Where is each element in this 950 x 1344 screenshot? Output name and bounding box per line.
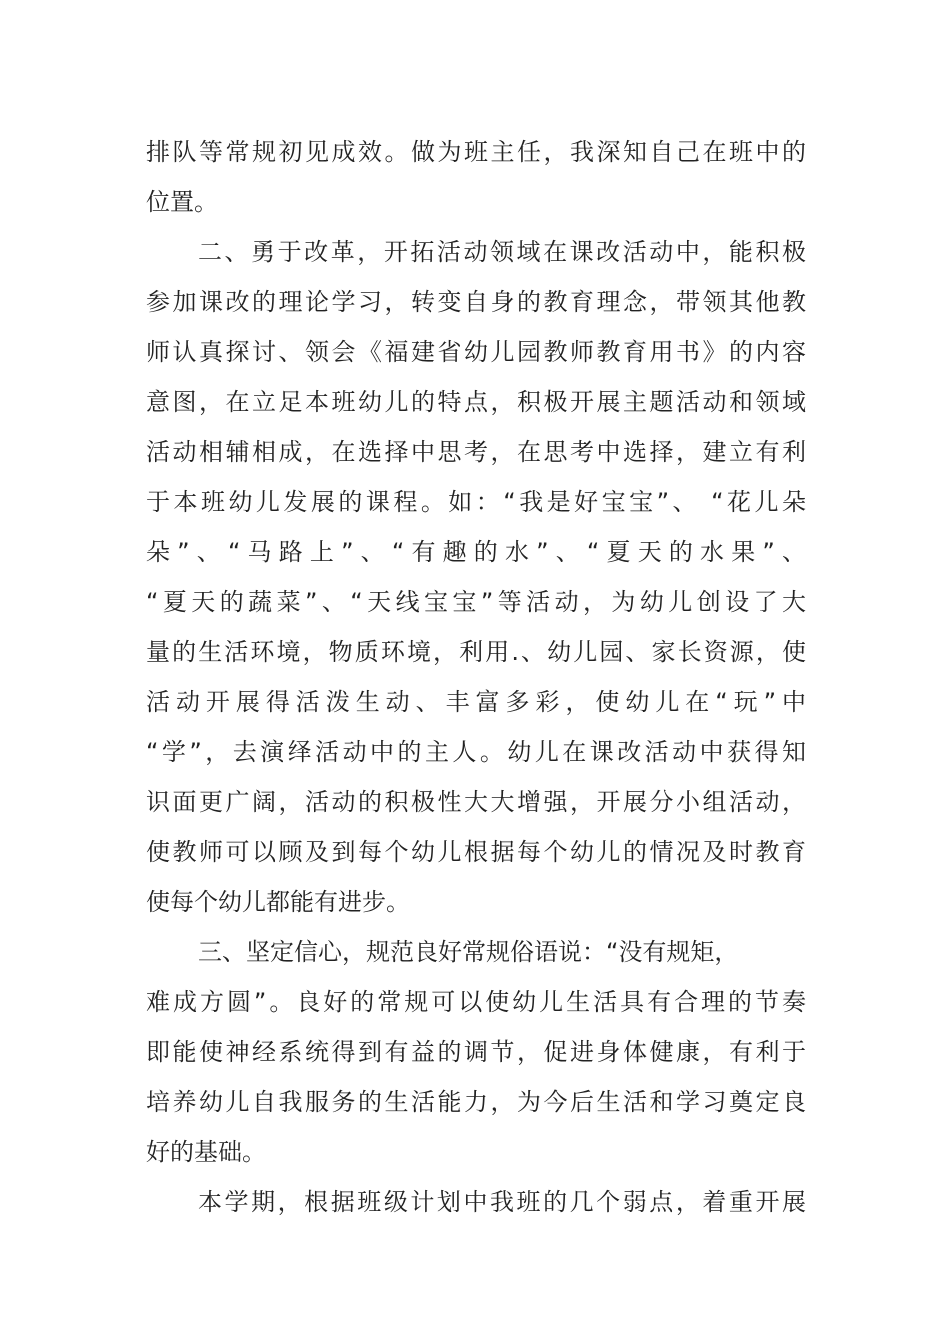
text-line: “夏天的蔬菜”、“天线宝宝”等活动，为幼儿创设了大 <box>146 588 806 616</box>
text-line: 二、勇于改革，开拓活动领域在课改活动中，能积极 <box>198 238 806 266</box>
text-line: 难成方圆”。良好的常规可以使幼儿生活具有合理的节奏 <box>146 988 806 1016</box>
text-line: 师认真探讨、领会《福建省幼儿园教师教育用书》的内容 <box>146 338 806 366</box>
text-line: 识面更广阔，活动的积极性大大增强，开展分小组活动， <box>146 788 806 816</box>
text-line: 培养幼儿自我服务的生活能力，为今后生活和学习奠定良 <box>146 1088 806 1116</box>
text-line: 位置。 <box>146 188 218 216</box>
text-line: 朵”、“马路上”、“有趣的水”、“夏天的水果”、 <box>146 538 806 566</box>
text-line: 好的基础。 <box>146 1138 266 1166</box>
text-line: 三、坚定信心，规范良好常规俗语说：“没有规矩， <box>198 938 739 966</box>
document-body <box>146 127 806 1227</box>
text-line: 使教师可以顾及到每个幼儿根据每个幼儿的情况及时教育 <box>146 838 806 866</box>
text-line: 本学期，根据班级计划中我班的几个弱点，着重开展 <box>198 1188 806 1216</box>
text-line: 活动相辅相成，在选择中思考，在思考中选择，建立有利 <box>146 438 806 466</box>
text-line: 参加课改的理论学习，转变自身的教育理念，带领其他教 <box>146 288 806 316</box>
text-line: 即能使神经系统得到有益的调节，促进身体健康，有利于 <box>146 1038 806 1066</box>
text-line: 量的生活环境，物质环境，利用.、幼儿园、家长资源，使 <box>146 638 806 666</box>
text-line: 活动开展得活泼生动、丰富多彩，使幼儿在“玩”中 <box>146 688 806 716</box>
text-line: 意图，在立足本班幼儿的特点，积极开展主题活动和领域 <box>146 388 806 416</box>
text-line: 使每个幼儿都能有进步。 <box>146 888 410 916</box>
text-line: “学”，去演绎活动中的主人。幼儿在课改活动中获得知 <box>146 738 806 766</box>
text-line: 排队等常规初见成效。做为班主任，我深知自己在班中的 <box>146 138 806 166</box>
text-line: 于本班幼儿发展的课程。如：“我是好宝宝”、 “花儿朵 <box>146 488 806 516</box>
